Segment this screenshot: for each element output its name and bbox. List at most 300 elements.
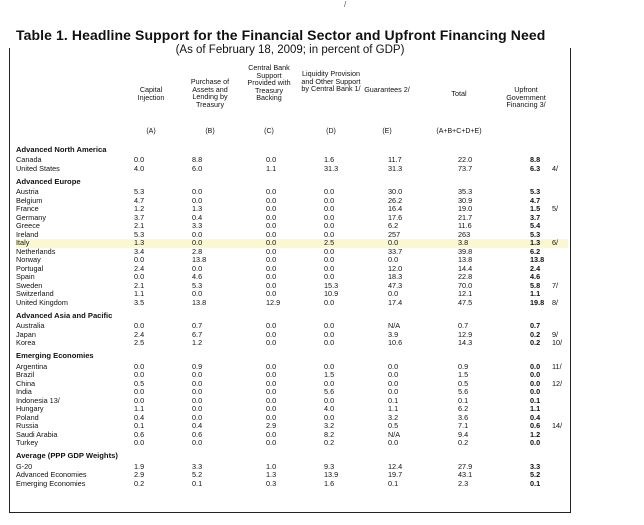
table-row bbox=[16, 290, 568, 299]
group-header bbox=[16, 173, 568, 188]
footnote-cell bbox=[552, 463, 568, 472]
value-cell: 0.0 bbox=[388, 378, 399, 388]
value-cell: 0.0 bbox=[266, 187, 277, 196]
data-table bbox=[16, 141, 568, 488]
value-cell: 30.0 bbox=[388, 187, 403, 196]
group-header bbox=[16, 141, 568, 156]
value-cell: 3.3 bbox=[530, 461, 541, 471]
value-cell: 0.0 bbox=[266, 438, 277, 447]
value-cell: 0.1 bbox=[458, 395, 469, 405]
country-cell: India bbox=[16, 387, 32, 396]
table-row bbox=[16, 248, 568, 257]
value-cell: 1.6 bbox=[324, 478, 335, 488]
value-cell: 0.0 bbox=[324, 412, 335, 422]
value-cell: 0.0 bbox=[324, 212, 335, 222]
country-cell: Netherlands bbox=[16, 246, 56, 256]
value-cell: 21.7 bbox=[458, 212, 473, 222]
value-cell: 11.6 bbox=[458, 221, 472, 230]
value-cell: 2.4 bbox=[530, 263, 541, 273]
value-cell: 0.5 bbox=[458, 378, 469, 388]
value-cell: 0.0 bbox=[388, 370, 399, 379]
country-cell: Greece bbox=[16, 221, 40, 230]
country-cell: Poland bbox=[16, 412, 39, 422]
value-cell: 3.7 bbox=[530, 212, 541, 222]
col-letter-c: (C) bbox=[264, 128, 274, 135]
value-cell: 0.0 bbox=[266, 246, 277, 256]
value-cell: 0.0 bbox=[266, 204, 277, 213]
value-cell: 8.2 bbox=[324, 429, 335, 439]
value-cell: 19.8 bbox=[530, 297, 545, 307]
table-row bbox=[16, 431, 568, 440]
value-cell: 8.8 bbox=[192, 155, 203, 164]
value-cell: 2.8 bbox=[192, 246, 203, 256]
value-cell: 0.0 bbox=[266, 263, 277, 273]
table-row bbox=[16, 380, 568, 389]
country-cell: Advanced Economies bbox=[16, 470, 87, 479]
value-cell: 1.0 bbox=[266, 461, 277, 471]
footnote-cell bbox=[552, 471, 568, 480]
country-cell: Spain bbox=[16, 272, 35, 281]
footnote-cell bbox=[552, 405, 568, 414]
group-name: Advanced Asia and Pacific bbox=[16, 310, 113, 320]
group-name: Advanced North America bbox=[16, 144, 107, 154]
footnote-cell bbox=[552, 248, 568, 257]
col-letter-a: (A) bbox=[146, 128, 156, 135]
value-cell: 0.2 bbox=[324, 438, 335, 447]
value-cell: 22.0 bbox=[458, 155, 473, 164]
value-cell: 0.0 bbox=[324, 195, 335, 205]
footnote-cell bbox=[552, 214, 568, 223]
value-cell: 73.7 bbox=[458, 163, 473, 173]
value-cell: 17.4 bbox=[388, 297, 403, 307]
value-cell: 0.0 bbox=[192, 229, 203, 239]
country-cell: France bbox=[16, 204, 39, 213]
value-cell: 5.3 bbox=[530, 229, 541, 239]
value-cell: 1.3 bbox=[192, 204, 203, 213]
value-cell: 0.5 bbox=[134, 378, 145, 388]
value-cell: 0.9 bbox=[192, 361, 203, 371]
value-cell: 18.3 bbox=[388, 272, 403, 281]
footnote-cell bbox=[552, 431, 568, 440]
value-cell: 0.4 bbox=[530, 412, 541, 422]
value-cell: 0.0 bbox=[324, 204, 335, 213]
value-cell: 0.0 bbox=[266, 195, 277, 205]
table-row bbox=[16, 405, 568, 414]
table-row bbox=[16, 188, 568, 197]
table-row bbox=[16, 397, 568, 406]
value-cell: 0.4 bbox=[192, 421, 203, 430]
value-cell: 0.7 bbox=[192, 321, 203, 330]
table-row bbox=[16, 239, 568, 248]
value-cell: 2.9 bbox=[134, 470, 145, 479]
value-cell: 0.0 bbox=[192, 263, 203, 273]
value-cell: 0.1 bbox=[388, 478, 399, 488]
value-cell: 0.0 bbox=[266, 280, 277, 290]
table-row bbox=[16, 222, 568, 231]
value-cell: 0.0 bbox=[192, 438, 203, 447]
value-cell: 31.3 bbox=[324, 163, 339, 173]
value-cell: 22.8 bbox=[458, 272, 473, 281]
value-cell: 6.7 bbox=[192, 329, 203, 339]
value-cell: 0.0 bbox=[266, 329, 277, 339]
value-cell: 1.1 bbox=[530, 289, 541, 298]
value-cell: 12.1 bbox=[458, 289, 473, 298]
table-row bbox=[16, 205, 568, 214]
value-cell: 0.0 bbox=[192, 387, 203, 396]
value-cell: 0.0 bbox=[324, 329, 335, 339]
value-cell: 1.2 bbox=[530, 429, 541, 439]
country-cell: G-20 bbox=[16, 461, 33, 471]
value-cell: 12.4 bbox=[388, 461, 403, 471]
value-cell: 0.0 bbox=[134, 387, 145, 396]
value-cell: 5.8 bbox=[530, 280, 541, 290]
value-cell: 12.9 bbox=[266, 297, 281, 307]
value-cell: 11.7 bbox=[388, 155, 402, 164]
value-cell: 0.1 bbox=[530, 478, 541, 488]
value-cell: 0.0 bbox=[266, 229, 277, 239]
value-cell: 5.3 bbox=[134, 187, 145, 196]
value-cell: 2.5 bbox=[134, 338, 145, 347]
table-row bbox=[16, 439, 568, 448]
value-cell: 0.0 bbox=[324, 246, 335, 256]
value-cell: 0.0 bbox=[192, 378, 203, 388]
value-cell: 1.2 bbox=[192, 338, 203, 347]
value-cell: 5.2 bbox=[530, 470, 541, 479]
table-row bbox=[16, 197, 568, 206]
col-header-e: Guarantees 2/ bbox=[364, 85, 410, 94]
col-letter-total: (A+B+C+D+E) bbox=[436, 128, 482, 135]
value-cell: 2.5 bbox=[324, 239, 388, 248]
footnote-cell bbox=[552, 388, 568, 397]
value-cell: 7.1 bbox=[458, 421, 469, 430]
value-cell: 0.0 bbox=[266, 272, 277, 281]
country-cell: United States bbox=[16, 163, 60, 173]
value-cell: 47.3 bbox=[388, 280, 403, 290]
footnote-cell: 11/ bbox=[552, 361, 562, 371]
value-cell: 263 bbox=[458, 229, 471, 239]
value-cell: 19.7 bbox=[388, 470, 403, 479]
value-cell: 0.2 bbox=[458, 438, 469, 447]
value-cell: 1.1 bbox=[266, 163, 277, 173]
value-cell: 2.1 bbox=[134, 221, 145, 230]
value-cell: 0.0 bbox=[134, 155, 145, 164]
value-cell: 47.5 bbox=[458, 297, 473, 307]
value-cell: 0.2 bbox=[530, 338, 541, 347]
value-cell: 0.0 bbox=[530, 370, 541, 379]
value-cell: 3.4 bbox=[134, 246, 145, 256]
group-name: Advanced Europe bbox=[16, 176, 81, 186]
value-cell: 3.9 bbox=[388, 329, 399, 339]
table-row bbox=[16, 282, 568, 291]
value-cell: 3.7 bbox=[134, 212, 145, 222]
value-cell: 0.0 bbox=[134, 370, 145, 379]
value-cell: 2.4 bbox=[134, 329, 145, 339]
stray-mark: / bbox=[344, 0, 347, 9]
table-row bbox=[16, 388, 568, 397]
country-cell: Turkey bbox=[16, 438, 39, 447]
table-subtitle: (As of February 18, 2009; in percent of GDP) bbox=[175, 44, 405, 56]
value-cell: 4.0 bbox=[134, 163, 145, 173]
col-letter-e: (E) bbox=[382, 128, 392, 135]
value-cell: 5.6 bbox=[324, 387, 335, 396]
value-cell: 3.6 bbox=[458, 412, 469, 422]
value-cell: 15.3 bbox=[324, 280, 339, 290]
value-cell: 1.5 bbox=[530, 204, 541, 213]
table-row bbox=[16, 231, 568, 240]
value-cell: 3.3 bbox=[192, 461, 203, 471]
footnote-cell: 10/ bbox=[552, 338, 563, 347]
value-cell: 12.9 bbox=[458, 329, 473, 339]
table-row bbox=[16, 339, 568, 348]
value-cell: 2.4 bbox=[134, 263, 145, 273]
footnote-cell bbox=[552, 188, 568, 197]
value-cell: 0.0 bbox=[388, 255, 399, 264]
table-row bbox=[16, 322, 568, 331]
footnote-cell: 5/ bbox=[552, 204, 559, 213]
value-cell: 0.0 bbox=[192, 370, 203, 379]
value-cell: 0.0 bbox=[324, 187, 335, 196]
value-cell: 0.2 bbox=[530, 329, 541, 339]
value-cell: 4.7 bbox=[530, 195, 541, 205]
footnote-cell: 7/ bbox=[552, 280, 559, 290]
table-row bbox=[16, 165, 568, 174]
table-row bbox=[16, 463, 568, 472]
value-cell: 2.1 bbox=[134, 280, 145, 290]
value-cell: 1.5 bbox=[458, 370, 469, 379]
value-cell: 1.1 bbox=[388, 404, 399, 413]
value-cell: 0.6 bbox=[192, 429, 203, 439]
group-header bbox=[16, 307, 568, 322]
footnote-cell: 8/ bbox=[552, 297, 559, 307]
col-header-total: Total bbox=[451, 89, 467, 98]
value-cell: 1.5 bbox=[324, 370, 335, 379]
value-cell: 0.0 bbox=[388, 438, 399, 447]
value-cell: 0.0 bbox=[324, 229, 335, 239]
col-header-a: Capital Injection bbox=[137, 85, 165, 102]
group-name: Emerging Economies bbox=[16, 351, 94, 361]
col-header-b: Purchase of Assets and Lending by Treasury bbox=[190, 77, 230, 109]
value-cell: 0.0 bbox=[134, 321, 145, 330]
value-cell: 0.0 bbox=[266, 255, 277, 264]
country-cell: Switzerland bbox=[16, 289, 54, 298]
value-cell: 12.0 bbox=[388, 263, 403, 273]
value-cell: 0.0 bbox=[192, 412, 203, 422]
value-cell: 1.6 bbox=[324, 155, 335, 164]
value-cell: 0.7 bbox=[530, 321, 541, 330]
country-cell: Portugal bbox=[16, 263, 44, 273]
value-cell: 5.3 bbox=[530, 187, 541, 196]
value-cell: 4.0 bbox=[324, 404, 335, 413]
value-cell: 27.9 bbox=[458, 461, 473, 471]
value-cell: 0.1 bbox=[388, 395, 399, 405]
value-cell: 31.3 bbox=[388, 163, 403, 173]
value-cell: 0.0 bbox=[388, 361, 399, 371]
value-cell: 1.1 bbox=[134, 289, 145, 298]
value-cell: 0.0 bbox=[324, 255, 335, 264]
value-cell: 0.7 bbox=[458, 321, 469, 330]
country-cell: Korea bbox=[16, 338, 36, 347]
value-cell: 13.8 bbox=[530, 255, 545, 264]
country-cell: Belgium bbox=[16, 195, 43, 205]
value-cell: 35.3 bbox=[458, 187, 473, 196]
value-cell: 6.2 bbox=[530, 246, 541, 256]
value-cell: 0.4 bbox=[134, 412, 145, 422]
value-cell: 0.0 bbox=[388, 387, 399, 396]
value-cell: 0.0 bbox=[266, 395, 277, 405]
value-cell: 0.2 bbox=[134, 478, 145, 488]
footnote-cell bbox=[552, 222, 568, 231]
country-cell: United Kingdom bbox=[16, 297, 68, 307]
value-cell: 19.0 bbox=[458, 204, 473, 213]
value-cell: 0.0 bbox=[266, 239, 324, 248]
value-cell: 0.0 bbox=[134, 255, 145, 264]
footnote-cell: 14/ bbox=[552, 421, 563, 430]
country-cell: China bbox=[16, 378, 36, 388]
value-cell: 1.9 bbox=[134, 461, 145, 471]
value-cell: 0.0 bbox=[324, 378, 335, 388]
value-cell: 1.3 bbox=[134, 239, 192, 248]
value-cell: 2.3 bbox=[458, 478, 469, 488]
value-cell: 0.0 bbox=[266, 404, 277, 413]
value-cell: 5.3 bbox=[192, 280, 203, 290]
value-cell: 0.0 bbox=[530, 361, 541, 371]
value-cell: 33.7 bbox=[388, 246, 403, 256]
value-cell: 0.0 bbox=[266, 387, 277, 396]
footnote-cell: 9/ bbox=[552, 329, 559, 339]
value-cell: 0.0 bbox=[192, 187, 203, 196]
value-cell: 0.0 bbox=[266, 221, 277, 230]
table-row bbox=[16, 480, 568, 489]
value-cell: 0.5 bbox=[388, 421, 399, 430]
country-cell: Sweden bbox=[16, 280, 43, 290]
value-cell: 0.0 bbox=[266, 338, 277, 347]
value-cell: 1.3 bbox=[530, 239, 552, 248]
table-row bbox=[16, 156, 568, 165]
footnote-cell bbox=[552, 397, 568, 406]
country-cell: Hungary bbox=[16, 404, 44, 413]
value-cell: 10.9 bbox=[324, 289, 339, 298]
footnote-cell: 6/ bbox=[552, 239, 568, 248]
value-cell: 0.0 bbox=[388, 239, 458, 248]
value-cell: 0.0 bbox=[530, 387, 541, 396]
value-cell: 0.0 bbox=[192, 239, 266, 248]
table-row bbox=[16, 371, 568, 380]
value-cell: N/A bbox=[388, 321, 401, 330]
value-cell: 0.0 bbox=[266, 378, 277, 388]
value-cell: 0.6 bbox=[530, 421, 541, 430]
value-cell: 2.9 bbox=[266, 421, 277, 430]
country-cell: Ireland bbox=[16, 229, 39, 239]
col-letter-b: (B) bbox=[205, 128, 215, 135]
value-cell: 17.6 bbox=[388, 212, 403, 222]
value-cell: 70.0 bbox=[458, 280, 473, 290]
value-cell: 0.0 bbox=[134, 395, 145, 405]
value-cell: 0.0 bbox=[266, 289, 277, 298]
group-header bbox=[16, 348, 568, 363]
value-cell: 1.3 bbox=[266, 470, 277, 479]
col-header-c: Central Bank Support Provided with Treasury Backing bbox=[247, 63, 291, 103]
value-cell: 0.4 bbox=[192, 212, 203, 222]
value-cell: 0.0 bbox=[266, 321, 277, 330]
value-cell: 1.1 bbox=[134, 404, 145, 413]
value-cell: 0.0 bbox=[266, 361, 277, 371]
value-cell: 0.0 bbox=[324, 297, 335, 307]
value-cell: 0.0 bbox=[530, 378, 541, 388]
value-cell: 13.8 bbox=[192, 297, 207, 307]
value-cell: 0.0 bbox=[324, 338, 335, 347]
value-cell: N/A bbox=[388, 429, 401, 439]
value-cell: 0.0 bbox=[324, 221, 335, 230]
country-cell: Brazil bbox=[16, 370, 35, 379]
value-cell: 0.0 bbox=[530, 438, 541, 447]
value-cell: 0.0 bbox=[266, 429, 277, 439]
value-cell: 0.1 bbox=[134, 421, 145, 430]
value-cell: 4.6 bbox=[192, 272, 203, 281]
value-cell: 1.1 bbox=[530, 404, 541, 413]
value-cell: 3.8 bbox=[458, 239, 530, 248]
value-cell: 0.0 bbox=[266, 155, 277, 164]
value-cell: 0.9 bbox=[458, 361, 469, 371]
country-cell: Indonesia 13/ bbox=[16, 395, 60, 405]
value-cell: 1.2 bbox=[134, 204, 145, 213]
table-row bbox=[16, 273, 568, 282]
value-cell: 0.1 bbox=[192, 478, 203, 488]
value-cell: 0.0 bbox=[192, 195, 203, 205]
country-cell: Saudi Arabia bbox=[16, 429, 58, 439]
value-cell: 0.0 bbox=[266, 370, 277, 379]
value-cell: 0.0 bbox=[324, 361, 335, 371]
country-cell: Australia bbox=[16, 321, 45, 330]
value-cell: 0.0 bbox=[266, 412, 277, 422]
value-cell: 0.0 bbox=[134, 272, 145, 281]
group-header bbox=[16, 448, 568, 463]
value-cell: 6.2 bbox=[388, 221, 399, 230]
footnote-cell bbox=[552, 265, 568, 274]
value-cell: 3.5 bbox=[134, 297, 145, 307]
table-row bbox=[16, 422, 568, 431]
table-row bbox=[16, 363, 568, 372]
col-letter-d: (D) bbox=[326, 128, 336, 135]
value-cell: 39.8 bbox=[458, 246, 473, 256]
table-row bbox=[16, 414, 568, 423]
table-row bbox=[16, 214, 568, 223]
value-cell: 0.0 bbox=[324, 395, 335, 405]
country-cell: Japan bbox=[16, 329, 36, 339]
value-cell: 5.3 bbox=[134, 229, 145, 239]
value-cell: 30.9 bbox=[458, 195, 473, 205]
value-cell: 14.4 bbox=[458, 263, 473, 273]
footnote-cell bbox=[552, 439, 568, 448]
value-cell: 10.6 bbox=[388, 338, 403, 347]
value-cell: 0.1 bbox=[530, 395, 541, 405]
value-cell: 5.4 bbox=[530, 221, 541, 230]
country-cell: Canada bbox=[16, 155, 42, 164]
value-cell: 14.3 bbox=[458, 338, 473, 347]
footnote-cell: 4/ bbox=[552, 163, 559, 173]
country-cell: Norway bbox=[16, 255, 41, 264]
value-cell: 4.6 bbox=[530, 272, 541, 281]
table-title: Table 1. Headline Support for the Financial Sector and Upfront Financing Need bbox=[16, 27, 546, 43]
value-cell: 0.0 bbox=[324, 321, 335, 330]
country-cell: Germany bbox=[16, 212, 47, 222]
value-cell: 6.3 bbox=[530, 163, 541, 173]
value-cell: 26.2 bbox=[388, 195, 403, 205]
footnote-cell bbox=[552, 480, 568, 489]
value-cell: 9.3 bbox=[324, 461, 335, 471]
value-cell: 6.0 bbox=[192, 163, 203, 173]
col-header-upfront: Upfront Government Financing 3/ bbox=[506, 85, 546, 110]
value-cell: 3.2 bbox=[324, 421, 335, 430]
